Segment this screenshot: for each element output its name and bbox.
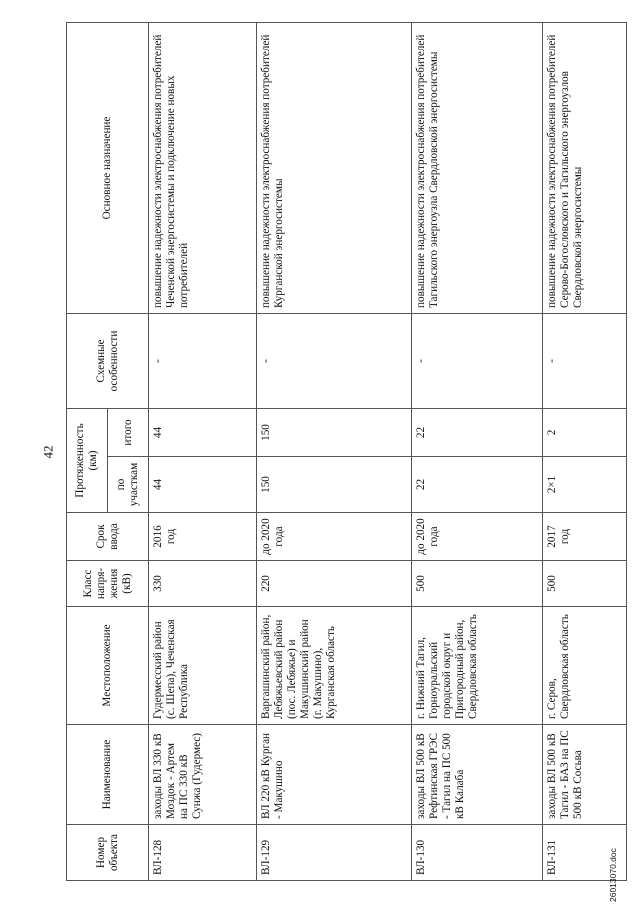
- header-scheme: Схемные особенности: [67, 314, 149, 409]
- cell-name: заходы ВЛ 500 кВ Тагил - БАЗ на ПС 500 кВ Сосьва: [543, 725, 627, 825]
- cell-scheme: -: [149, 314, 257, 409]
- page-number-text: 42: [40, 445, 55, 459]
- cell-object-no: ВЛ-131: [543, 825, 627, 881]
- cell-object-no: ВЛ-130: [411, 825, 542, 881]
- power-lines-table: [66, 22, 627, 881]
- document-code-text: 26013070.doc: [608, 848, 618, 902]
- table-header: [67, 23, 149, 881]
- table-row: [411, 23, 542, 881]
- cell-purpose: повышение надежности электроснабжения потребителей Чеченской энергосистемы и подключение новых потребителей: [149, 23, 257, 314]
- header-name: Наименование: [67, 725, 149, 825]
- cell-name: заходы ВЛ 330 кВ Моздок - Артем на ПС 330 кВ Сунжа (Гудермес): [149, 725, 257, 825]
- cell-length-total: 44: [149, 409, 257, 457]
- table-body: [149, 23, 627, 881]
- cell-commissioning: 2016 год: [149, 513, 257, 561]
- cell-scheme: -: [543, 314, 627, 409]
- header-location: Местоположение: [67, 607, 149, 725]
- table-row: [256, 23, 411, 881]
- page-number: [40, 444, 56, 468]
- header-purpose: Основное назначение: [67, 23, 149, 314]
- cell-length-total: 22: [411, 409, 542, 457]
- header-voltage: Класс напря-жения (кВ): [67, 561, 149, 607]
- header-commissioning: Срок ввода: [67, 513, 149, 561]
- cell-object-no: ВЛ-129: [256, 825, 411, 881]
- cell-location: Гудермесский район (с. Шепа), Чеченская Республика: [149, 607, 257, 725]
- cell-purpose: повышение надежности электроснабжения потребителей Курганской энергосистемы: [256, 23, 411, 314]
- document-code: [606, 818, 620, 902]
- cell-object-no: ВЛ-128: [149, 825, 257, 881]
- rotated-table-wrapper: [66, 23, 627, 881]
- header-object-no: Номер объекта: [67, 825, 149, 881]
- cell-voltage: 500: [411, 561, 542, 607]
- cell-purpose: повышение надежности электроснабжения потребителей Тагильского энергоузла Свердловской энергосистемы: [411, 23, 542, 314]
- cell-location: г. Серов, Свердловская область: [543, 607, 627, 725]
- cell-voltage: 500: [543, 561, 627, 607]
- cell-length-by-sections: 2×1: [543, 457, 627, 513]
- cell-length-total: 2: [543, 409, 627, 457]
- cell-name: заходы ВЛ 500 кВ Рефтинская ГРЭС - Тагил на ПС 500 кВ Калаба: [411, 725, 542, 825]
- cell-voltage: 330: [149, 561, 257, 607]
- table-row: [543, 23, 627, 881]
- header-length-by-sections: по участкам: [108, 457, 149, 513]
- cell-voltage: 220: [256, 561, 411, 607]
- cell-location: Варгашинский район, Лебяжьевский район (пос. Лебяжье) и Макушинский район (г. Макушино), Курганская область: [256, 607, 411, 725]
- cell-commissioning: до 2020 года: [411, 513, 542, 561]
- cell-location: г. Нижний Тагил, Горноуральский городской округ и Пригородный район, Свердловская область: [411, 607, 542, 725]
- cell-length-by-sections: 22: [411, 457, 542, 513]
- cell-length-by-sections: 44: [149, 457, 257, 513]
- cell-purpose: повышение надежности электроснабжения потребителей Серово-Богословского и Тагильского энергоузлов Свердловской энергосистемы: [543, 23, 627, 314]
- cell-name: ВЛ 220 кВ Курган - Макушино: [256, 725, 411, 825]
- header-length-total: итого: [108, 409, 149, 457]
- cell-commissioning: 2017 год: [543, 513, 627, 561]
- cell-length-by-sections: 150: [256, 457, 411, 513]
- header-length: Протяженность (км): [67, 409, 108, 513]
- cell-commissioning: до 2020 года: [256, 513, 411, 561]
- cell-length-total: 150: [256, 409, 411, 457]
- cell-scheme: -: [411, 314, 542, 409]
- table-row: [149, 23, 257, 881]
- cell-scheme: -: [256, 314, 411, 409]
